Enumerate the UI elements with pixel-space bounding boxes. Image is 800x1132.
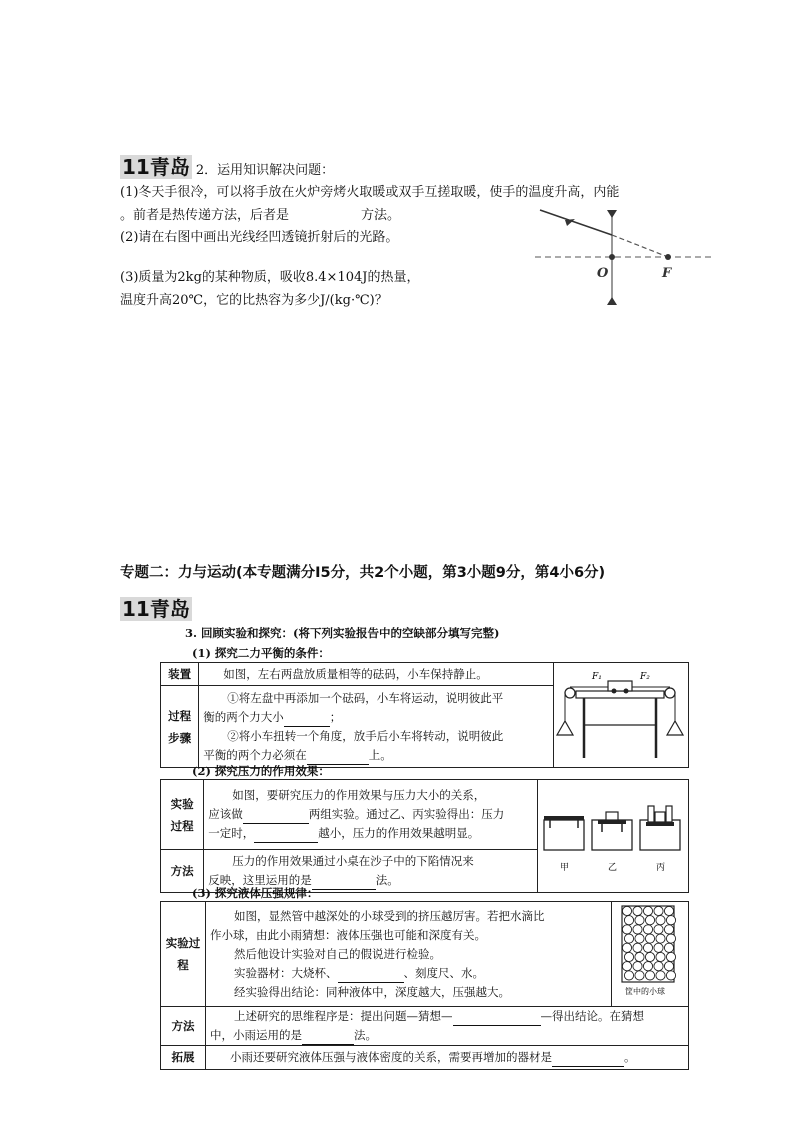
ball bbox=[643, 906, 652, 915]
ball bbox=[645, 952, 654, 961]
step2-line1: ②将小车扭转一个角度，放手后小车将转动，说明彼此 bbox=[227, 728, 504, 743]
ball bbox=[635, 952, 644, 961]
ball bbox=[645, 971, 654, 980]
process-text-b: 、刻度尺、水。 bbox=[403, 965, 484, 980]
ball bbox=[635, 916, 644, 925]
ball bbox=[666, 916, 675, 925]
ball bbox=[624, 934, 633, 943]
ball bbox=[666, 934, 675, 943]
balls-group bbox=[622, 906, 675, 980]
extension-text-b: 。 bbox=[624, 1050, 636, 1064]
ball bbox=[654, 925, 663, 934]
q2-part1-line2 bbox=[120, 206, 400, 226]
optical-center-point bbox=[609, 254, 615, 260]
method-text bbox=[206, 1007, 689, 1046]
ball bbox=[635, 934, 644, 943]
method-text-a: 上述研究的思维程序是：提出问题—猜想— bbox=[234, 1009, 453, 1023]
ball bbox=[633, 925, 642, 934]
label-method: 方法 bbox=[161, 1007, 206, 1046]
answer-blank bbox=[284, 713, 330, 727]
label-f2: F₂ bbox=[639, 672, 650, 682]
table-top bbox=[576, 691, 664, 698]
ball bbox=[622, 925, 631, 934]
label-extension: 拓展 bbox=[161, 1046, 206, 1070]
q2-part1-text: 。前者是热传递方法，后者是 bbox=[120, 208, 290, 223]
section2-table bbox=[160, 779, 689, 893]
ball bbox=[643, 925, 652, 934]
table-leg-inverted bbox=[666, 806, 672, 822]
label-process: 实验过程 bbox=[161, 902, 206, 1007]
step1-line1: ①将左盘中再添加一个砝码，小车将运动，说明彼此平 bbox=[227, 690, 504, 705]
ray-extension bbox=[612, 235, 668, 257]
focus-point bbox=[665, 254, 671, 260]
pressure-experiment-figure bbox=[538, 780, 688, 886]
table-leg-inverted bbox=[648, 806, 654, 822]
q2-part2: (2)请在右图中画出光线经凹透镜折射后的光路。 bbox=[120, 230, 399, 245]
lens-top-mark bbox=[607, 210, 617, 218]
label-device: 装置 bbox=[161, 663, 199, 686]
process-line4 bbox=[210, 964, 607, 983]
label-f1: F₁ bbox=[591, 672, 602, 682]
ball bbox=[654, 943, 663, 952]
concave-lens-diagram bbox=[535, 205, 715, 315]
method-text-a: 反映，这里运用的是 bbox=[208, 873, 312, 888]
answer-blank bbox=[312, 876, 376, 890]
ball bbox=[633, 943, 642, 952]
balls-figure-cell bbox=[612, 902, 689, 1007]
topic-source bbox=[120, 593, 192, 622]
topic-heading: 专题二：力与运动(本专题满分I5分，共2个小题，第3小题9分，第4小6分) bbox=[120, 565, 606, 581]
process-line2: 作小球，由此小雨猜想：液体压强也可能和深度有关。 bbox=[210, 927, 486, 942]
ball bbox=[654, 906, 663, 915]
ball bbox=[656, 916, 665, 925]
method-text-c: 中，小雨运用的是 bbox=[210, 1028, 302, 1042]
pan-left bbox=[557, 721, 573, 735]
process-line5: 经实验得出结论：同种液体中，深度越大，压强越大。 bbox=[234, 984, 510, 999]
pressure-figure-cell bbox=[537, 780, 688, 893]
balls-in-tube-figure bbox=[612, 902, 688, 1000]
process-line3 bbox=[208, 824, 533, 843]
label-process-steps: 过程步骤 bbox=[161, 686, 199, 768]
ball bbox=[624, 971, 633, 980]
q2-part3-line1: (3)质量为2kg的某种物质，吸收8.4×104J的热量， bbox=[120, 270, 420, 285]
source-tag: 11青岛 bbox=[122, 155, 190, 179]
section3-table bbox=[160, 901, 689, 1070]
ball bbox=[643, 962, 652, 971]
question-title: 2．运用知识解决问题： bbox=[195, 163, 335, 178]
ball bbox=[645, 934, 654, 943]
process-text-a: 实验器材：大烧杯、 bbox=[234, 965, 338, 980]
process-line1: 如图，要研究压力的作用效果与压力大小的关系， bbox=[232, 788, 486, 803]
process-text-c: 一定时， bbox=[208, 826, 255, 841]
small-table-top bbox=[544, 816, 584, 820]
q2-part1-text-end: 方法。 bbox=[361, 208, 401, 223]
ball bbox=[666, 971, 675, 980]
q3-title: 3. 回顾实验和探究：(将下列实验报告中的空缺部分填写完整) bbox=[185, 626, 500, 640]
ball bbox=[622, 962, 631, 971]
process-line3: 然后他设计实验对自己的假说进行检验。 bbox=[234, 946, 441, 961]
answer-blank bbox=[338, 969, 404, 983]
weight bbox=[606, 812, 618, 820]
pulley-right bbox=[665, 688, 675, 698]
section2-heading: (2) 探究压力的作用效果： bbox=[192, 764, 330, 778]
method-line1 bbox=[210, 1007, 684, 1026]
answer-blank bbox=[243, 810, 309, 824]
label-bing: 丙 bbox=[655, 863, 665, 873]
step1-line2: 衡的两个力大小 ； bbox=[203, 708, 549, 727]
ball bbox=[656, 952, 665, 961]
method-line2 bbox=[210, 1026, 684, 1045]
lens-bottom-mark bbox=[607, 297, 617, 305]
method-text-d: 法。 bbox=[354, 1028, 377, 1042]
label-o: O bbox=[597, 266, 609, 281]
inverted-table-top bbox=[646, 822, 674, 826]
weight bbox=[655, 812, 665, 822]
ball bbox=[656, 934, 665, 943]
cart bbox=[608, 681, 632, 691]
sand-box bbox=[592, 820, 632, 850]
section1-table bbox=[160, 662, 689, 768]
method-text-b: 法。 bbox=[375, 873, 399, 888]
process-line1: 如图，显然管中越深处的小球受到的挤压越厉害。若把水滴比 bbox=[234, 908, 545, 923]
label-f: F bbox=[662, 266, 672, 281]
ball bbox=[664, 943, 673, 952]
fig-caption: 筐中的小球 bbox=[625, 987, 665, 996]
method-line1: 压力的作用效果通过小桌在沙子中的下陷情况来 bbox=[232, 854, 474, 869]
cart-wheel bbox=[611, 689, 616, 694]
step1-text: 衡的两个力大小 bbox=[203, 709, 284, 724]
section3-heading: (3) 探究液体压强规律： bbox=[192, 886, 319, 900]
ball bbox=[645, 916, 654, 925]
step2-text-end: 上。 bbox=[368, 747, 392, 762]
answer-blank bbox=[552, 1053, 624, 1067]
process-line2 bbox=[208, 805, 533, 824]
process-steps bbox=[199, 686, 554, 768]
incident-ray bbox=[540, 210, 612, 235]
extension-text bbox=[206, 1046, 689, 1070]
ball bbox=[643, 943, 652, 952]
label-process: 实验过程 bbox=[161, 780, 204, 850]
ball bbox=[666, 952, 675, 961]
question-2-header bbox=[120, 151, 334, 181]
label-jia: 甲 bbox=[559, 863, 569, 873]
answer-blank bbox=[302, 1031, 354, 1045]
pulley-left bbox=[565, 688, 575, 698]
process-text bbox=[206, 902, 612, 1007]
pan-right bbox=[667, 721, 683, 735]
ball bbox=[622, 943, 631, 952]
process-text bbox=[204, 780, 538, 850]
q2-part3-line2: 温度升高20℃，它的比热容为多少J/(kg·℃)？ bbox=[120, 293, 388, 308]
ball bbox=[633, 962, 642, 971]
answer-blank bbox=[453, 1012, 541, 1026]
ball bbox=[633, 906, 642, 915]
balance-figure-cell bbox=[553, 663, 688, 768]
method-text-b: —得出结论。在猜想 bbox=[540, 1009, 644, 1023]
ball bbox=[656, 971, 665, 980]
q2-part1-line1: (1)冬天手很冷，可以将手放在火炉旁烤火取暖或双手互搓取暖，使手的温度升高，内能 bbox=[120, 185, 620, 200]
extension-text-a: 小雨还要研究液体压强与液体密度的关系，需要再增加的器材是 bbox=[230, 1050, 552, 1064]
process-text-d: 越小，压力的作用效果越明显。 bbox=[318, 826, 480, 841]
two-force-apparatus-figure bbox=[554, 663, 688, 761]
device-text: 如图，左右两盘放质量相等的砝码，小车保持静止。 bbox=[199, 663, 554, 686]
cart-wheel bbox=[623, 689, 628, 694]
ball bbox=[624, 916, 633, 925]
label-method: 方法 bbox=[161, 850, 204, 893]
process-text-a: 应该做 bbox=[208, 807, 243, 822]
ball bbox=[664, 962, 673, 971]
ball bbox=[635, 971, 644, 980]
ray-arrow bbox=[565, 219, 575, 226]
ball bbox=[664, 925, 673, 934]
source-tag: 11青岛 bbox=[122, 597, 190, 621]
ball bbox=[624, 952, 633, 961]
label-yi: 乙 bbox=[607, 863, 617, 873]
ball bbox=[622, 906, 631, 915]
ball bbox=[664, 906, 673, 915]
process-text-b: 两组实验。通过乙、丙实验得出：压力 bbox=[308, 807, 505, 822]
ball bbox=[654, 962, 663, 971]
step2-text: 平衡的两个力必须在 bbox=[203, 747, 307, 762]
answer-blank bbox=[254, 829, 318, 843]
section1-heading: (1) 探究二力平衡的条件： bbox=[192, 646, 330, 660]
